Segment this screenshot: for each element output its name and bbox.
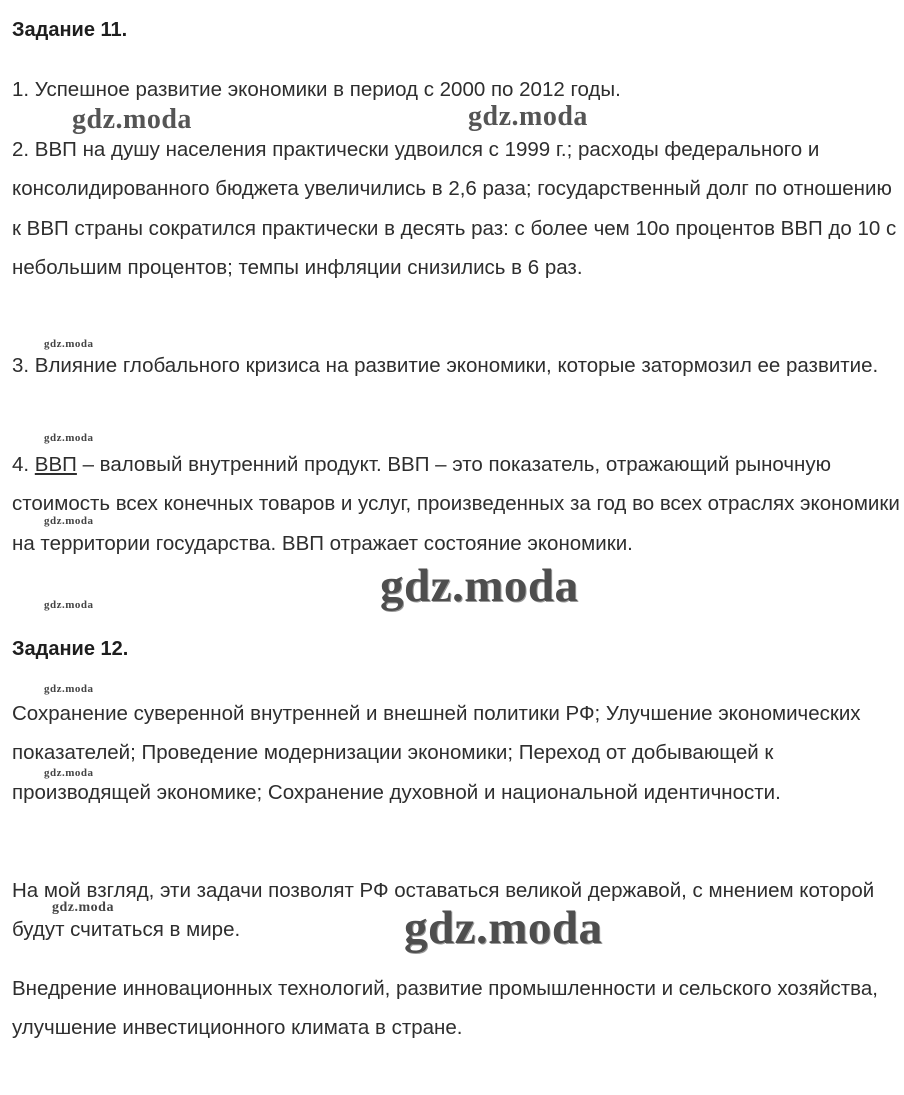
watermark: gdz.moda: [44, 599, 94, 611]
watermark: gdz.moda: [404, 902, 603, 954]
watermark: gdz.moda: [44, 338, 94, 350]
task-11-answer-4: [12, 445, 900, 563]
watermark: gdz.moda: [468, 101, 588, 132]
watermark: gdz.moda: [44, 432, 94, 444]
task-11-answer-1: 1. Успешное развитие экономики в период с 2000 по 2012 годы.: [12, 78, 621, 101]
task-11-heading: Задание 11.: [12, 19, 128, 41]
task-12-answer-1: Сохранение суверенной внутренней и внешней политики РФ; Улучшение экономических показателей; Проведение модернизации экономики; Переход от добывающей к производящей экономике; Сохранение духовной и национальной идентичности.: [12, 702, 861, 804]
task-12-heading: Задание 12.: [12, 638, 129, 660]
watermark: gdz.moda: [44, 515, 94, 527]
task-12-answer-3: Внедрение инновационных технологий, развитие промышленности и сельского хозяйства, улучшение инвестиционного климата в стране.: [12, 977, 878, 1040]
watermark: gdz.moda: [380, 560, 579, 612]
answer-4-text: – валовый внутренний продукт. ВВП – это показатель, отражающий рыночную стоимость всех конечных товаров и услуг, произведенных за год во всех отраслях экономики на территории государства. ВВП отражает состояние экономики.: [12, 453, 900, 555]
task-11-answer-2: 2. ВВП на душу населения практически удвоился с 1999 г.; расходы федерального и консолидированного бюджета увеличились в 2,6 раза; государственный долг по отношению к ВВП страны сократился практически в десять раз: с более чем 10о процентов ВВП до 10 с небольшим процентов; темпы инфляции снизились в 6 раз.: [12, 138, 897, 279]
answer-4-prefix: 4.: [12, 453, 35, 476]
task-11-answer-3: 3. Влияние глобального кризиса на развитие экономики, которые затормозил ее развитие.: [12, 354, 879, 377]
task-12-answer-2: На мой взгляд, эти задачи позволят РФ оставаться великой державой, с мнением которой будут считаться в мире.: [12, 879, 875, 942]
watermark: gdz.moda: [52, 900, 114, 915]
watermark: gdz.moda: [44, 683, 94, 695]
watermark: gdz.moda: [44, 767, 94, 779]
watermark: gdz.moda: [72, 104, 192, 135]
gdp-term-link[interactable]: ВВП: [34, 453, 77, 476]
